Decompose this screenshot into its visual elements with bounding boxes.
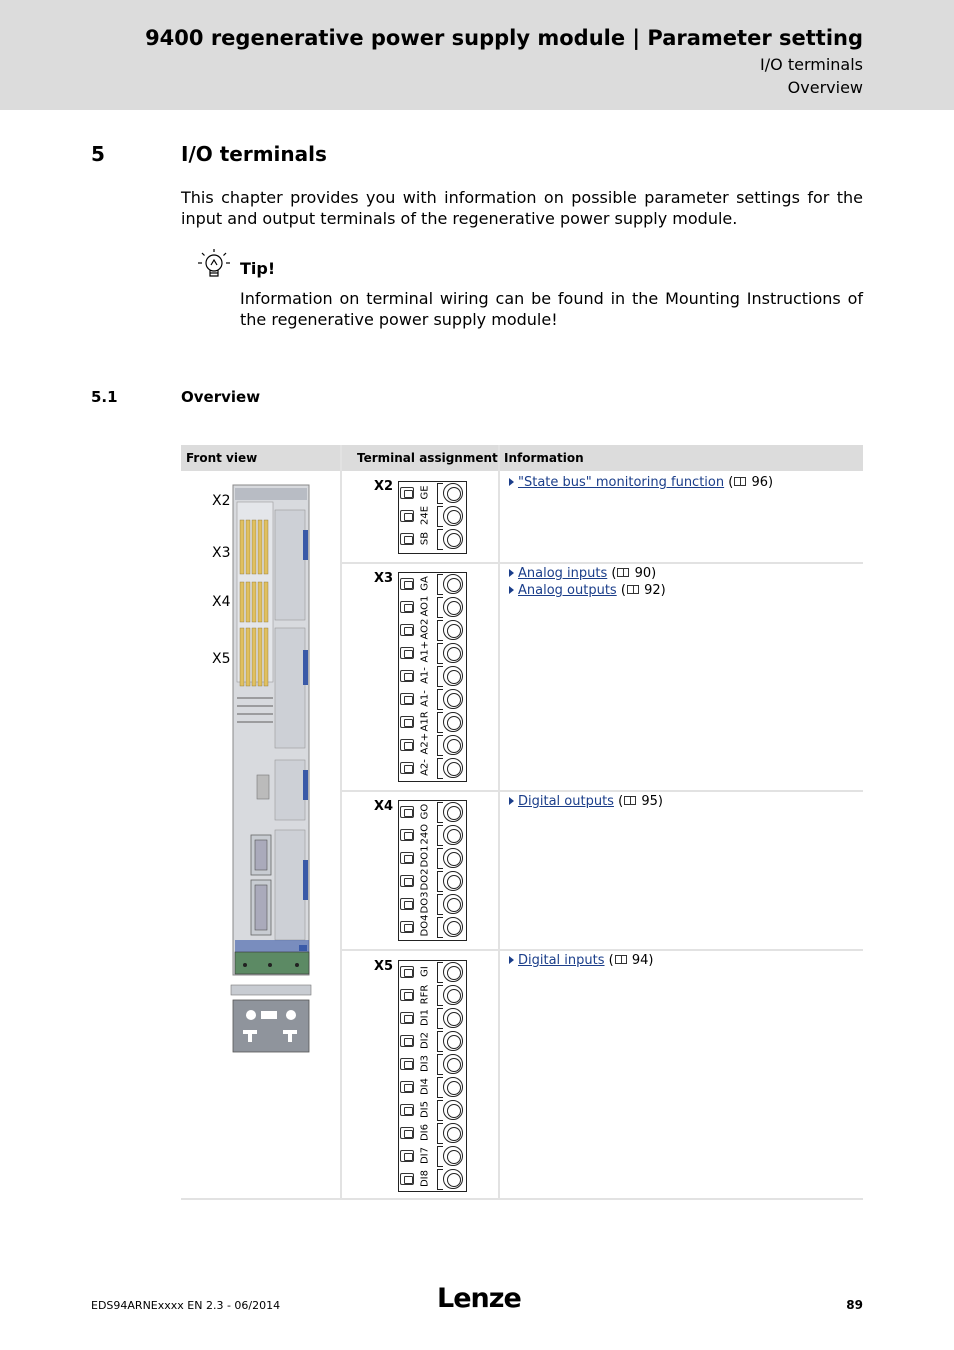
terminal-pin: DI4 xyxy=(399,1076,466,1099)
terminal-pin: RFR xyxy=(399,984,466,1007)
tip-label: Tip! xyxy=(240,259,276,278)
terminal-pin: 24E xyxy=(399,505,466,528)
book-icon xyxy=(624,796,636,805)
terminal-pin: A2- xyxy=(399,757,466,780)
info-link-digital-outputs[interactable]: Digital outputs ( 95) xyxy=(509,794,663,809)
terminal-pin: A1- xyxy=(399,688,466,711)
device-label-x3: X3 xyxy=(212,545,231,561)
terminal-pin: A1R xyxy=(399,711,466,734)
terminal-pin: DI2 xyxy=(399,1030,466,1053)
chapter-title: I/O terminals xyxy=(181,142,327,166)
terminal-strip-x4 xyxy=(398,800,467,941)
terminal-pin: DI1 xyxy=(399,1007,466,1030)
terminal-pin: DO4 xyxy=(399,916,466,939)
info-link-analog-outputs[interactable]: Analog outputs ( 92) xyxy=(509,583,666,598)
arrow-right-icon xyxy=(509,569,514,577)
device-front-view xyxy=(205,480,315,1060)
header-title: 9400 regenerative power supply module | Parameter setting xyxy=(145,26,863,50)
terminal-pin: GA xyxy=(399,573,466,596)
terminal-pin: A1- xyxy=(399,665,466,688)
terminal-pin: DO1 xyxy=(399,847,466,870)
tip-text: Information on terminal wiring can be found in the Mounting Instructions of the regenerative power supply module! xyxy=(240,289,863,329)
footer-document-id: EDS94ARNExxxx EN 2.3 - 06/2014 xyxy=(91,1299,281,1312)
row-divider xyxy=(341,562,863,564)
book-icon xyxy=(734,477,746,486)
table-header xyxy=(181,445,863,471)
terminal-pin: GO xyxy=(399,801,466,824)
section-number: 5.1 xyxy=(91,388,118,406)
terminal-pin: A1+ xyxy=(399,642,466,665)
terminal-pin: DI7 xyxy=(399,1145,466,1168)
lightbulb-icon xyxy=(197,248,231,282)
arrow-right-icon xyxy=(509,478,514,486)
terminal-pin: AO2 xyxy=(399,619,466,642)
lenze-logo: Lenze xyxy=(437,1283,521,1314)
terminal-label-x4: X4 xyxy=(374,799,394,814)
device-label-x4: X4 xyxy=(212,594,231,610)
terminal-strip-x3 xyxy=(398,572,467,782)
header-information: Information xyxy=(504,451,584,465)
terminal-pin: DI8 xyxy=(399,1168,466,1191)
table-bottom-line xyxy=(181,1198,863,1200)
terminal-pin: GI xyxy=(399,961,466,984)
terminal-pin: AO1 xyxy=(399,596,466,619)
arrow-right-icon xyxy=(509,956,514,964)
terminal-pin: DI6 xyxy=(399,1122,466,1145)
book-icon xyxy=(617,568,629,577)
terminal-pin: SB xyxy=(399,528,466,551)
terminal-pin: DI5 xyxy=(399,1099,466,1122)
footer-page-number: 89 xyxy=(846,1298,863,1312)
terminal-pin: DI3 xyxy=(399,1053,466,1076)
header-subtitle-chapter: I/O terminals xyxy=(760,55,863,74)
section-title: Overview xyxy=(181,388,261,406)
arrow-right-icon xyxy=(509,586,514,594)
device-label-x2: X2 xyxy=(212,493,231,509)
book-icon xyxy=(615,955,627,964)
page-header xyxy=(0,0,954,110)
header-terminal-assignment: Terminal assignment xyxy=(357,451,498,465)
terminal-pin: DO2 xyxy=(399,870,466,893)
info-link-analog-inputs[interactable]: Analog inputs ( 90) xyxy=(509,566,656,581)
book-icon xyxy=(627,585,639,594)
arrow-right-icon xyxy=(509,797,514,805)
terminal-pin: DO3 xyxy=(399,893,466,916)
terminal-strip-x2 xyxy=(398,481,467,554)
device-label-x5: X5 xyxy=(212,651,231,667)
chapter-number: 5 xyxy=(91,142,105,166)
chapter-intro: This chapter provides you with information on possible parameter settings for the input and output terminals of the regenerative power supply module. xyxy=(181,188,863,228)
row-divider xyxy=(341,949,863,951)
info-link-state-bus[interactable]: "State bus" monitoring function ( 96) xyxy=(509,475,773,490)
header-subtitle-section: Overview xyxy=(787,78,863,97)
row-divider xyxy=(341,790,863,792)
header-front-view: Front view xyxy=(186,451,258,465)
terminal-label-x5: X5 xyxy=(374,959,394,974)
column-divider xyxy=(340,445,342,1200)
info-link-digital-inputs[interactable]: Digital inputs ( 94) xyxy=(509,953,654,968)
terminal-label-x3: X3 xyxy=(374,571,394,586)
terminal-label-x2: X2 xyxy=(374,479,394,494)
column-divider xyxy=(498,445,500,1200)
terminal-pin: A2+ xyxy=(399,734,466,757)
terminal-pin: 24O xyxy=(399,824,466,847)
terminal-pin: GE xyxy=(399,482,466,505)
terminal-strip-x5 xyxy=(398,960,467,1192)
